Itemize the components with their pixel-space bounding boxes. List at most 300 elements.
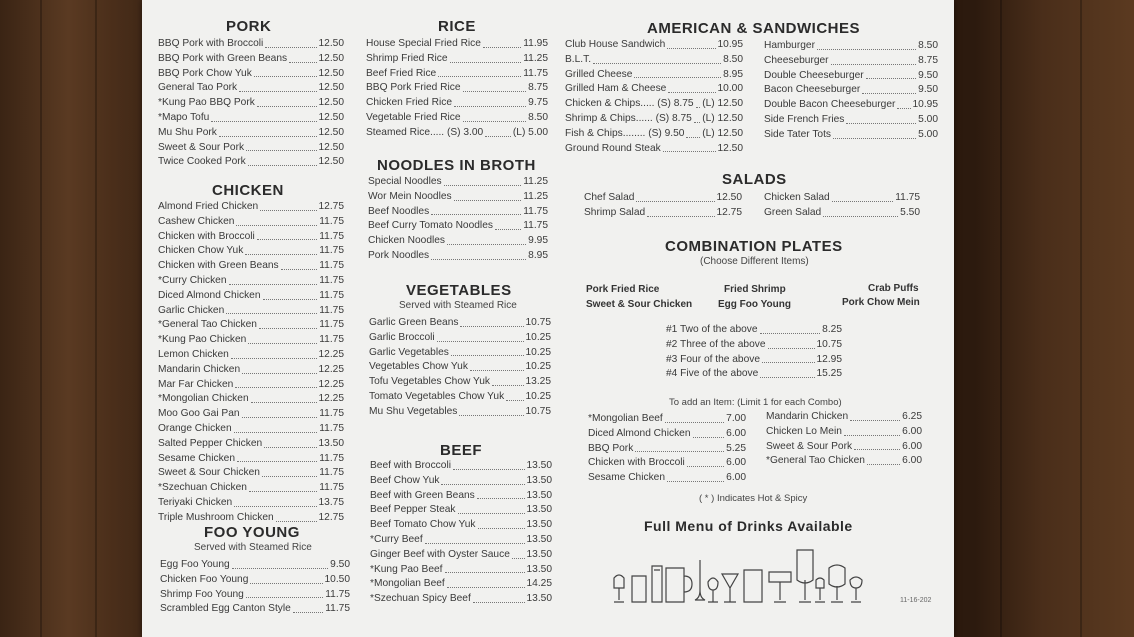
menu-item xyxy=(369,405,551,420)
combo-choice: Fried Shrimp xyxy=(724,284,786,295)
menu-item-price: 13.50 xyxy=(318,437,344,449)
menu-item-name: Diced Almond Chicken xyxy=(588,427,691,439)
menu-item xyxy=(158,126,344,141)
menu-item-price: 9.50 xyxy=(918,69,938,81)
dot-leader xyxy=(833,138,916,139)
menu-item xyxy=(158,155,344,170)
menu-item-name: Sweet & Sour Chicken xyxy=(158,467,260,479)
dot-leader xyxy=(693,437,725,438)
drinks-title: Full Menu of Drinks Available xyxy=(644,518,853,534)
menu-item-price: 12.50 xyxy=(318,141,344,153)
drink-glasses-illustration xyxy=(604,530,904,610)
dot-leader xyxy=(234,506,316,507)
menu-item-price: 11.75 xyxy=(319,230,344,242)
menu-item-name: Mu Shu Pork xyxy=(158,126,217,138)
menu-item-price: 12.50 xyxy=(318,67,344,79)
menu-item-price: 6.25 xyxy=(902,411,922,422)
menu-item-price: 12.25 xyxy=(318,363,344,375)
dot-leader xyxy=(458,513,525,514)
menu-item xyxy=(584,191,742,206)
menu-item-name: #3 Four of the above xyxy=(666,353,761,365)
menu-item xyxy=(158,348,344,363)
menu-item-price: 6.00 xyxy=(902,425,922,437)
menu-item xyxy=(766,454,922,469)
dot-leader xyxy=(211,121,316,122)
menu-item xyxy=(158,496,344,511)
menu-item-name: Chicken Chow Yuk xyxy=(158,245,244,257)
menu-item xyxy=(370,503,552,518)
menu-item xyxy=(160,573,350,588)
menu-item-name: Sesame Chicken xyxy=(158,452,236,464)
menu-item-name: Shrimp Fried Rice xyxy=(366,52,448,64)
menu-item-price: 8.50 xyxy=(528,111,548,123)
menu-item-price: (L) 12.50 xyxy=(702,127,743,139)
dot-leader xyxy=(593,63,721,64)
menu-item-price: 11.75 xyxy=(319,482,344,494)
menu-item xyxy=(370,474,552,489)
menu-item-name: Chicken with Broccoli xyxy=(588,457,685,469)
menu-item-name: Moo Goo Gai Pan xyxy=(158,408,240,420)
menu-item xyxy=(158,363,344,378)
menu-item-name: Teriyaki Chicken xyxy=(158,496,233,508)
menu-item-price: 8.95 xyxy=(528,249,548,261)
menu-item-name: *Szechuan Chicken xyxy=(158,482,247,494)
menu-item xyxy=(158,67,344,82)
american-right-list xyxy=(764,39,938,143)
menu-sheet xyxy=(142,0,954,637)
menu-item-name: Grilled Ham & Cheese xyxy=(565,83,667,95)
menu-item-price: 13.50 xyxy=(526,548,552,560)
rice-title: RICE xyxy=(438,18,476,35)
menu-item-price: 11.75 xyxy=(523,205,548,217)
menu-item-name: Steamed Rice..... (S) 3.00 xyxy=(366,126,484,138)
menu-item xyxy=(369,331,551,346)
menu-item xyxy=(158,230,344,245)
menu-item-price: 11.75 xyxy=(319,245,344,257)
dot-leader xyxy=(236,225,317,226)
dot-leader xyxy=(463,121,527,122)
combo-choice: Sweet & Sour Chicken xyxy=(586,299,693,310)
menu-item xyxy=(366,111,548,126)
dot-leader xyxy=(445,572,525,573)
vegetables-title: VEGETABLES xyxy=(406,282,512,299)
menu-item-name: B.L.T. xyxy=(565,53,592,65)
menu-item-price: 12.50 xyxy=(318,52,344,64)
menu-item-name: #4 Five of the above xyxy=(666,368,759,380)
menu-item xyxy=(368,175,548,190)
dot-leader xyxy=(832,201,894,202)
menu-item-name: Chicken Fried Rice xyxy=(366,97,453,109)
pork-title: PORK xyxy=(226,18,272,35)
menu-item xyxy=(369,390,551,405)
menu-item-price: 5.50 xyxy=(900,206,920,218)
menu-item-name: Double Cheeseburger xyxy=(764,69,864,81)
menu-item-price: 10.95 xyxy=(717,39,743,50)
menu-item-name: Bacon Cheeseburger xyxy=(764,84,861,96)
dot-leader xyxy=(483,47,521,48)
menu-item-price: (L) 12.50 xyxy=(702,98,743,110)
dot-leader xyxy=(663,151,716,152)
menu-item-name: Tofu Vegetables Chow Yuk xyxy=(369,376,491,388)
addons-right-list xyxy=(766,410,922,469)
menu-item-name: *Curry Chicken xyxy=(158,274,227,286)
dot-leader xyxy=(447,587,525,588)
dot-leader xyxy=(289,62,316,63)
vegetables-subtitle: Served with Steamed Rice xyxy=(399,300,517,311)
dot-leader xyxy=(687,466,724,467)
dot-leader xyxy=(450,62,522,63)
menu-item-name: Beef with Broccoli xyxy=(370,460,451,471)
menu-item xyxy=(158,304,344,319)
foo-young-subtitle: Served with Steamed Rice xyxy=(194,542,312,553)
menu-item xyxy=(666,338,842,353)
salads-title: SALADS xyxy=(722,171,787,188)
menu-item-name: BBQ Pork xyxy=(588,442,634,454)
dot-leader xyxy=(512,558,525,559)
dot-leader xyxy=(470,370,524,371)
menu-item-price: 10.75 xyxy=(525,317,551,328)
dot-leader xyxy=(234,432,318,433)
dot-leader xyxy=(760,333,821,334)
menu-item-price: 12.50 xyxy=(318,82,344,94)
menu-item-price: 6.00 xyxy=(902,440,922,452)
menu-item xyxy=(369,375,551,390)
dot-leader xyxy=(239,91,316,92)
menu-item-name: Tomato Vegetables Chow Yuk xyxy=(369,390,505,402)
dot-leader xyxy=(257,106,317,107)
menu-item-name: Egg Foo Young xyxy=(160,559,230,570)
menu-item-name: *Kung Pao Chicken xyxy=(158,334,247,346)
menu-item-name: Green Salad xyxy=(764,206,822,218)
dot-leader xyxy=(844,435,900,436)
menu-item-price: 12.50 xyxy=(318,97,344,109)
dot-leader xyxy=(846,123,916,124)
menu-item xyxy=(158,141,344,156)
dot-leader xyxy=(219,136,317,137)
menu-item-price: 13.50 xyxy=(526,504,552,516)
dot-leader xyxy=(237,461,317,462)
menu-item xyxy=(588,412,746,427)
menu-item-price: 15.25 xyxy=(816,368,842,380)
menu-item xyxy=(158,318,344,333)
menu-item-name: Ground Round Steak xyxy=(565,142,661,154)
dot-leader xyxy=(459,415,523,416)
menu-item xyxy=(565,68,743,83)
menu-item-price: 12.75 xyxy=(318,201,344,212)
menu-item-price: 9.95 xyxy=(528,235,548,247)
dot-leader xyxy=(264,447,316,448)
menu-item-price: 13.50 xyxy=(526,489,552,501)
menu-item-price: 10.25 xyxy=(525,361,551,373)
menu-item-name: Cashew Chicken xyxy=(158,215,235,227)
menu-item-name: Beef Tomato Chow Yuk xyxy=(370,519,476,531)
menu-item-name: Club House Sandwich xyxy=(565,39,666,50)
menu-item-name: Scrambled Egg Canton Style xyxy=(160,603,291,615)
menu-item xyxy=(366,67,548,82)
menu-item xyxy=(158,215,344,230)
menu-item xyxy=(766,410,922,425)
menu-item-price: 8.50 xyxy=(723,53,743,65)
menu-item-name: Side French Fries xyxy=(764,113,845,125)
dot-leader xyxy=(635,451,724,452)
menu-item xyxy=(158,37,344,52)
salads-left-list xyxy=(584,191,742,221)
menu-item-price: 13.50 xyxy=(526,460,552,471)
menu-item xyxy=(160,602,350,617)
menu-item xyxy=(370,459,552,474)
menu-item-name: Beef Pepper Steak xyxy=(370,504,456,516)
menu-item-price: 11.75 xyxy=(523,220,548,232)
menu-item xyxy=(369,360,551,375)
menu-item-name: Ginger Beef with Oyster Sauce xyxy=(370,548,510,560)
menu-item-name: House Special Fried Rice xyxy=(366,38,481,49)
menu-item xyxy=(160,588,350,603)
menu-item-name: Beef Curry Tomato Noodles xyxy=(368,220,493,232)
menu-item-name: Pork Noodles xyxy=(368,249,430,261)
menu-item-price: 6.00 xyxy=(726,472,746,484)
menu-item-name: Salted Pepper Chicken xyxy=(158,437,263,449)
dot-leader xyxy=(492,385,523,386)
dot-leader xyxy=(867,464,900,465)
beef-list xyxy=(370,459,552,607)
menu-item-price: 9.50 xyxy=(918,84,938,96)
menu-item xyxy=(158,259,344,274)
chicken-title: CHICKEN xyxy=(212,182,284,199)
dot-leader xyxy=(667,48,715,49)
menu-item xyxy=(158,481,344,496)
menu-item-price: 5.25 xyxy=(726,442,746,454)
combo-choice: Egg Foo Young xyxy=(718,299,791,310)
combo-choice: Crab Puffs xyxy=(868,283,919,294)
menu-item-name: Cheeseburger xyxy=(764,54,829,66)
menu-item-name: Garlic Vegetables xyxy=(369,346,449,358)
menu-item-name: *Szechuan Spicy Beef xyxy=(370,593,471,605)
combo-subtitle: (Choose Different Items) xyxy=(700,256,809,267)
dot-leader xyxy=(444,185,522,186)
dot-leader xyxy=(246,150,316,151)
menu-item-name: Wor Mein Noodles xyxy=(368,190,452,202)
menu-item-name: *Kung Pao Beef xyxy=(370,563,443,575)
menu-item-name: Side Tater Tots xyxy=(764,128,832,140)
menu-item-price: 11.75 xyxy=(325,603,350,615)
menu-item xyxy=(158,437,344,452)
menu-item-price: 8.95 xyxy=(723,68,743,80)
menu-item xyxy=(158,378,344,393)
dot-leader xyxy=(694,122,700,123)
menu-item xyxy=(366,81,548,96)
menu-item-price: 12.50 xyxy=(318,156,344,168)
dot-leader xyxy=(242,417,318,418)
menu-item-price: 5.00 xyxy=(918,128,938,140)
dot-leader xyxy=(246,597,323,598)
menu-item-name: Mar Far Chicken xyxy=(158,378,234,390)
menu-item-name: Chicken Foo Young xyxy=(160,573,249,585)
menu-item-name: Double Bacon Cheeseburger xyxy=(764,99,896,111)
menu-item-name: Chicken Salad xyxy=(764,192,830,203)
menu-item-price: 9.75 xyxy=(528,97,548,109)
menu-item xyxy=(158,200,344,215)
dot-leader xyxy=(265,47,316,48)
chicken-list xyxy=(158,200,344,526)
dot-leader xyxy=(686,137,700,138)
menu-item-price: 10.00 xyxy=(717,83,743,95)
menu-item xyxy=(565,38,743,53)
dot-leader xyxy=(451,355,524,356)
menu-item-price: 10.25 xyxy=(525,390,551,402)
menu-item-name: *Mongolian Beef xyxy=(588,413,663,424)
dot-leader xyxy=(485,136,511,137)
addons-left-list xyxy=(588,412,746,486)
menu-item-price: 12.50 xyxy=(318,111,344,123)
menu-item xyxy=(565,53,743,68)
menu-item-name: *Mongolian Beef xyxy=(370,578,445,590)
menu-item-price: 12.95 xyxy=(816,353,842,365)
menu-item xyxy=(368,190,548,205)
menu-item-price: 11.75 xyxy=(319,274,344,286)
menu-item-name: Beef Noodles xyxy=(368,205,430,217)
menu-item xyxy=(588,442,746,457)
combo-choice: Pork Chow Mein xyxy=(842,297,920,308)
menu-item-price: 10.25 xyxy=(525,346,551,358)
dot-leader xyxy=(248,343,317,344)
menu-item-name: Shrimp Foo Young xyxy=(160,588,244,600)
menu-item xyxy=(764,83,938,98)
noodles-list xyxy=(368,175,548,264)
dot-leader xyxy=(293,612,323,613)
dot-leader xyxy=(636,201,714,202)
dot-leader xyxy=(506,400,523,401)
dot-leader xyxy=(760,377,814,378)
menu-item xyxy=(764,206,920,221)
menu-item-name: *Curry Beef xyxy=(370,533,423,545)
menu-item-name: Almond Fried Chicken xyxy=(158,201,259,212)
dot-leader xyxy=(454,200,522,201)
menu-item-name: Beef with Green Beans xyxy=(370,489,475,501)
menu-item-price: 9.50 xyxy=(330,559,350,570)
menu-item-price: 12.25 xyxy=(318,393,344,405)
dot-leader xyxy=(248,165,317,166)
menu-item xyxy=(158,392,344,407)
dot-leader xyxy=(823,216,898,217)
menu-item-price: 11.75 xyxy=(319,408,344,420)
dot-leader xyxy=(441,484,524,485)
menu-item-price: 10.25 xyxy=(525,331,551,343)
menu-item-price: 11.25 xyxy=(523,52,548,64)
menu-item-name: Fish & Chips........ (S) 9.50 xyxy=(565,127,685,139)
dot-leader xyxy=(229,284,318,285)
addon-note: To add an Item: (Limit 1 for each Combo) xyxy=(669,397,842,408)
menu-item xyxy=(368,205,548,220)
menu-item xyxy=(370,548,552,563)
dot-leader xyxy=(235,387,316,388)
menu-item-name: Special Noodles xyxy=(368,176,442,187)
menu-item-price: 6.00 xyxy=(726,457,746,469)
menu-item-name: Vegetable Fried Rice xyxy=(366,111,461,123)
menu-item xyxy=(766,425,922,440)
menu-item-name: BBQ Pork with Broccoli xyxy=(158,38,264,49)
menu-item-price: 12.25 xyxy=(318,378,344,390)
menu-item-price: 8.25 xyxy=(822,324,842,335)
dot-leader xyxy=(696,107,701,108)
dot-leader xyxy=(231,358,317,359)
menu-item-price: 11.25 xyxy=(523,176,548,187)
menu-item xyxy=(588,456,746,471)
dot-leader xyxy=(665,422,724,423)
foo-young-list xyxy=(160,558,350,617)
dot-leader xyxy=(854,449,900,450)
menu-item-price: 12.50 xyxy=(716,192,742,203)
menu-item xyxy=(666,323,842,338)
menu-item-name: Garlic Green Beans xyxy=(369,317,459,328)
menu-item-name: #1 Two of the above xyxy=(666,324,758,335)
menu-item-price: 10.75 xyxy=(816,338,842,350)
menu-item xyxy=(666,367,842,382)
dot-leader xyxy=(257,239,317,240)
menu-item-name: BBQ Pork Fried Rice xyxy=(366,82,461,94)
dot-leader xyxy=(817,49,916,50)
dot-leader xyxy=(250,583,322,584)
dot-leader xyxy=(495,229,521,230)
dot-leader xyxy=(254,76,317,77)
dot-leader xyxy=(276,521,317,522)
menu-item xyxy=(565,97,743,112)
menu-item-price: 8.50 xyxy=(918,40,938,51)
dot-leader xyxy=(226,313,317,314)
menu-item-name: Beef Fried Rice xyxy=(366,67,437,79)
menu-item xyxy=(370,489,552,504)
menu-item-name: BBQ Pork Chow Yuk xyxy=(158,67,252,79)
menu-item-name: Chicken with Broccoli xyxy=(158,230,255,242)
menu-item xyxy=(158,81,344,96)
menu-item xyxy=(764,128,938,143)
menu-item-price: 8.75 xyxy=(528,82,548,94)
combo-choice: Pork Fried Rice xyxy=(586,284,660,295)
menu-item-price: 11.95 xyxy=(523,38,548,49)
combo-plates-list xyxy=(666,323,842,382)
dot-leader xyxy=(762,362,814,363)
beef-title: BEEF xyxy=(440,442,483,459)
menu-item xyxy=(584,206,742,221)
date-stamp: 11-16-202 xyxy=(900,597,932,604)
menu-item-price: 11.75 xyxy=(319,260,344,272)
dot-leader xyxy=(460,326,523,327)
menu-item-price: 11.75 xyxy=(523,67,548,79)
menu-item-name: Triple Mushroom Chicken xyxy=(158,511,274,523)
dot-leader xyxy=(251,402,317,403)
menu-item-price: 13.75 xyxy=(318,496,344,508)
menu-item xyxy=(158,422,344,437)
dot-leader xyxy=(263,299,318,300)
dot-leader xyxy=(425,543,525,544)
menu-item xyxy=(565,112,743,127)
dot-leader xyxy=(245,254,317,255)
menu-item xyxy=(370,577,552,592)
menu-item xyxy=(368,249,548,264)
dot-leader xyxy=(453,469,525,470)
dot-leader xyxy=(242,373,316,374)
menu-item xyxy=(158,274,344,289)
menu-item-price: 6.00 xyxy=(726,427,746,439)
menu-item xyxy=(158,333,344,348)
menu-item-name: Garlic Broccoli xyxy=(369,331,435,343)
dot-leader xyxy=(862,93,916,94)
dot-leader xyxy=(634,77,721,78)
menu-item-name: Garlic Chicken xyxy=(158,304,225,316)
dot-leader xyxy=(768,348,815,349)
menu-item-name: Vegetables Chow Yuk xyxy=(369,361,468,373)
menu-item-price: 14.25 xyxy=(526,578,552,590)
menu-item-price: 13.50 xyxy=(526,474,552,486)
